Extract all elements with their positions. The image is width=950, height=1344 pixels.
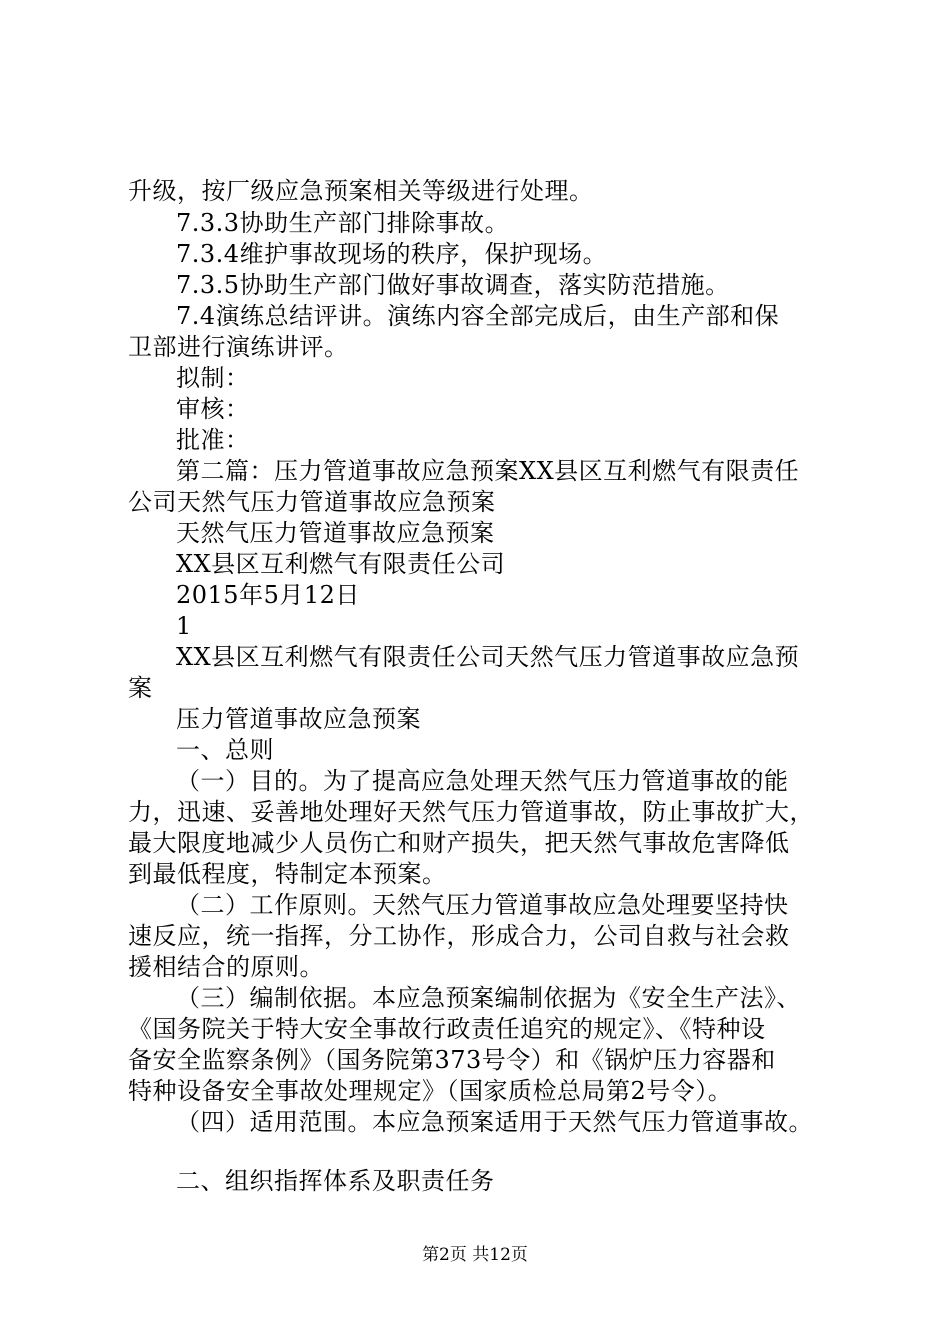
text-line: 援相结合的原则。 (128, 953, 324, 981)
text-line: 特种设备安全事故处理规定》（国家质检总局第2号令）。 (128, 1077, 733, 1105)
text-line: 1 (176, 612, 192, 640)
text-line: 审核： (176, 395, 250, 423)
text-line: （一）目的。为了提高应急处理天然气压力管道事故的能 (176, 767, 789, 795)
text-line: 卫部进行演练讲评。 (128, 333, 349, 361)
text-line: 压力管道事故应急预案 (176, 705, 421, 733)
text-line: 公司天然气压力管道事故应急预案 (128, 488, 496, 516)
text-line: 最大限度地减少人员伤亡和财产损失，把天然气事故危害降低 (128, 829, 790, 857)
text-line: 拟制： (176, 364, 250, 392)
text-line: 7.4演练总结评讲。演练内容全部完成后，由生产部和保 (176, 302, 780, 330)
text-line: （三）编制依据。本应急预案编制依据为《安全生产法》、 (176, 984, 801, 1012)
text-line: （四）适用范围。本应急预案适用于天然气压力管道事故。 (176, 1108, 813, 1136)
text-line: 天然气压力管道事故应急预案 (176, 519, 495, 547)
text-line: （二）工作原则。天然气压力管道事故应急处理要坚持快 (176, 891, 789, 919)
text-line: 力，迅速、妥善地处理好天然气压力管道事故，防止事故扩大， (128, 798, 814, 826)
text-line: 第二篇：压力管道事故应急预案XX县区互利燃气有限责任 (176, 457, 800, 485)
text-line: 2015年5月12日 (176, 581, 360, 609)
text-line: 案 (128, 674, 153, 702)
text-line: XX县区互利燃气有限责任公司 (176, 550, 506, 578)
text-line: 备安全监察条例》（国务院第373号令）和《锅炉压力容器和 (128, 1046, 776, 1074)
text-line: 7.3.3协助生产部门排除事故。 (176, 209, 510, 237)
page-footer: 第2页 共12页 (422, 1245, 528, 1265)
text-line: 一、总则 (176, 736, 274, 764)
text-line: 到最低程度，特制定本预案。 (128, 860, 447, 888)
text-line: 速反应，统一指挥，分工协作，形成合力，公司自救与社会救 (128, 922, 790, 950)
text-line: 《国务院关于特大安全事故行政责任追究的规定》、《特种设 (128, 1015, 766, 1043)
text-line: XX县区互利燃气有限责任公司天然气压力管道事故应急预 (176, 643, 800, 671)
text-line: 升级，按厂级应急预案相关等级进行处理。 (128, 177, 594, 205)
text-line: 7.3.5协助生产部门做好事故调查，落实防范措施。 (176, 271, 730, 299)
text-line: 批准： (176, 426, 250, 454)
section-heading: 二、组织指挥体系及职责任务 (176, 1167, 495, 1195)
text-line: 7.3.4维护事故现场的秩序，保护现场。 (176, 240, 608, 268)
